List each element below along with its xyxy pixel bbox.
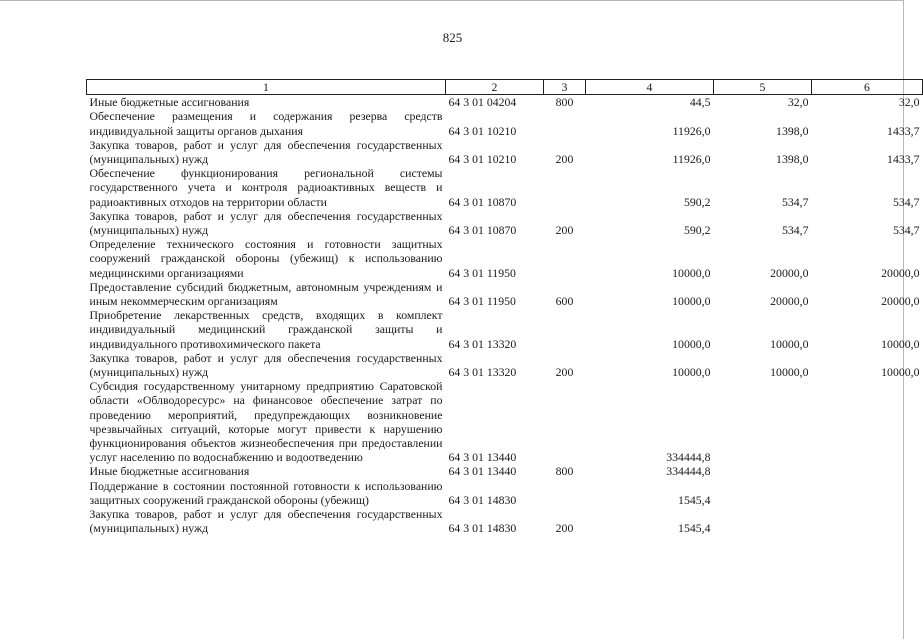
- amount-col4: 10000,0: [672, 265, 711, 280]
- table-row: [87, 351, 923, 379]
- item-name: Обеспечение функционирования региональной системы государственного учета и контроля радиоактивных веществ и радиоактивных отходов на территории области: [89, 166, 443, 209]
- amount-col6: [812, 379, 923, 464]
- amount-col5: 10000,0: [770, 336, 809, 351]
- expense-type: 200: [555, 365, 574, 380]
- table-row: [87, 308, 923, 351]
- item-name: Субсидия государственному унитарному предприятию Саратовской области «Облводоресурс» на финансовое обеспечение затрат по проведению мероприятий, предупреждающих возникновение чрезвычайных ситуаций, которые могут привести к нарушению функционирования объектов жизнеобеспечения при предоставлении услуг населению по водоснабжению и водоотведению: [89, 379, 443, 465]
- amount-col4: 10000,0: [672, 365, 711, 380]
- target-code: 64 3 01 13320: [448, 365, 517, 380]
- target-code: 64 3 01 11950: [448, 265, 516, 280]
- item-name: Предоставление субсидий бюджетным, автономным учреждениям и иным некоммерческим организациям: [89, 279, 443, 309]
- amount-col4: 1545,4: [678, 521, 711, 536]
- table-row: [87, 237, 923, 280]
- column-header: 6: [812, 80, 923, 95]
- table-body: [87, 95, 923, 536]
- item-name: Приобретение лекарственных средств, входящих в комплект индивидуальный медицинский гражданской защиты и индивидуального противохимического пакета: [89, 308, 443, 351]
- expense-type: 800: [555, 464, 574, 479]
- amount-col5: [714, 479, 812, 507]
- amount-col5: 32,0: [787, 95, 809, 110]
- target-code: 64 3 01 13440: [448, 464, 517, 479]
- amount-col5: 20000,0: [770, 265, 809, 280]
- target-code: 64 3 01 10870: [448, 194, 517, 209]
- target-code: 64 3 01 11950: [448, 294, 516, 309]
- amount-col5: 20000,0: [770, 294, 809, 309]
- table-row: [87, 138, 923, 166]
- table-header: [87, 80, 923, 95]
- column-header: 2: [446, 80, 544, 95]
- amount-col6: [812, 507, 923, 535]
- item-name: Закупка товаров, работ и услуг для обеспечения государственных (муниципальных) нужд: [89, 208, 443, 238]
- table-row: [87, 280, 923, 308]
- table-row: [87, 464, 923, 478]
- amount-col5: [714, 379, 812, 464]
- table-row: [87, 479, 923, 507]
- column-header: 5: [714, 80, 812, 95]
- target-code: 64 3 01 14830: [448, 492, 517, 507]
- expense-type: 800: [555, 95, 574, 110]
- budget-table: [86, 79, 923, 536]
- amount-col6: 10000,0: [881, 365, 920, 380]
- item-name: Поддержание в состоянии постоянной готовности к использованию защитных сооружений гражданской обороны (убежищ): [89, 478, 443, 507]
- amount-col5: 1398,0: [776, 152, 809, 167]
- amount-col6: 10000,0: [881, 336, 920, 351]
- target-code: 64 3 01 10210: [448, 152, 517, 167]
- table-row: [87, 95, 923, 110]
- table-row: [87, 109, 923, 137]
- amount-col6: 1433,7: [887, 152, 920, 167]
- item-name: Обеспечение размещения и содержания резерва средств индивидуальной защиты органов дыхания: [89, 109, 443, 138]
- table-row: [87, 209, 923, 237]
- expense-type: [544, 379, 586, 464]
- amount-col4: 590,2: [683, 223, 711, 238]
- expense-type: 200: [555, 152, 574, 167]
- column-header: 3: [544, 80, 586, 95]
- amount-col4: 10000,0: [672, 336, 711, 351]
- table-row: [87, 507, 923, 535]
- header-row: [87, 80, 923, 95]
- item-name: Закупка товаров, работ и услуг для обеспечения государственных (муниципальных) нужд: [89, 137, 443, 167]
- amount-col4: 1545,4: [678, 492, 711, 507]
- amount-col5: 534,7: [781, 223, 809, 238]
- expense-type: [544, 479, 586, 507]
- target-code: 64 3 01 10210: [448, 123, 517, 138]
- item-name: Иные бюджетные ассигнования: [89, 464, 250, 479]
- table-row: [87, 166, 923, 209]
- item-name: Закупка товаров, работ и услуг для обеспечения государственных (муниципальных) нужд: [89, 507, 443, 536]
- table-row: [87, 379, 923, 464]
- amount-col6: [812, 464, 923, 478]
- expense-type: [544, 166, 586, 209]
- item-name: Иные бюджетные ассигнования: [89, 95, 250, 110]
- column-header: 4: [586, 80, 714, 95]
- target-code: 64 3 01 14830: [448, 521, 517, 536]
- amount-col6: [812, 479, 923, 507]
- expense-type: 600: [555, 294, 574, 309]
- amount-col5: [714, 464, 812, 478]
- amount-col6: 20000,0: [881, 265, 920, 280]
- expense-type: [544, 308, 586, 351]
- amount-col6: 534,7: [892, 194, 920, 209]
- amount-col5: 534,7: [781, 194, 809, 209]
- amount-col5: 10000,0: [770, 365, 809, 380]
- amount-col4: 334444,8: [666, 464, 711, 479]
- target-code: 64 3 01 13320: [448, 336, 517, 351]
- amount-col4: 44,5: [689, 95, 711, 110]
- expense-type: 200: [555, 223, 574, 238]
- amount-col4: 11926,0: [672, 152, 711, 167]
- amount-col4: 10000,0: [672, 294, 711, 309]
- target-code: 64 3 01 13440: [448, 450, 517, 465]
- item-name: Определение технического состояния и готовности защитных сооружений гражданской обороны (убежищ) к использованию медицинскими организациями: [89, 237, 443, 280]
- amount-col4: 334444,8: [666, 450, 711, 465]
- page-number: 825: [442, 30, 463, 45]
- item-name: Закупка товаров, работ и услуг для обеспечения государственных (муниципальных) нужд: [89, 350, 443, 380]
- expense-type: 200: [555, 521, 574, 536]
- amount-col6: 20000,0: [881, 294, 920, 309]
- expense-type: [544, 237, 586, 280]
- amount-col6: 534,7: [892, 223, 920, 238]
- target-code: 64 3 01 10870: [448, 223, 517, 238]
- amount-col6: 32,0: [898, 95, 920, 110]
- amount-col6: 1433,7: [887, 123, 920, 138]
- amount-col5: [714, 507, 812, 535]
- expense-type: [544, 109, 586, 137]
- amount-col5: 1398,0: [776, 123, 809, 138]
- amount-col4: 11926,0: [672, 123, 711, 138]
- target-code: 64 3 01 04204: [448, 95, 517, 110]
- amount-col4: 590,2: [683, 194, 711, 209]
- column-header: 1: [87, 80, 446, 95]
